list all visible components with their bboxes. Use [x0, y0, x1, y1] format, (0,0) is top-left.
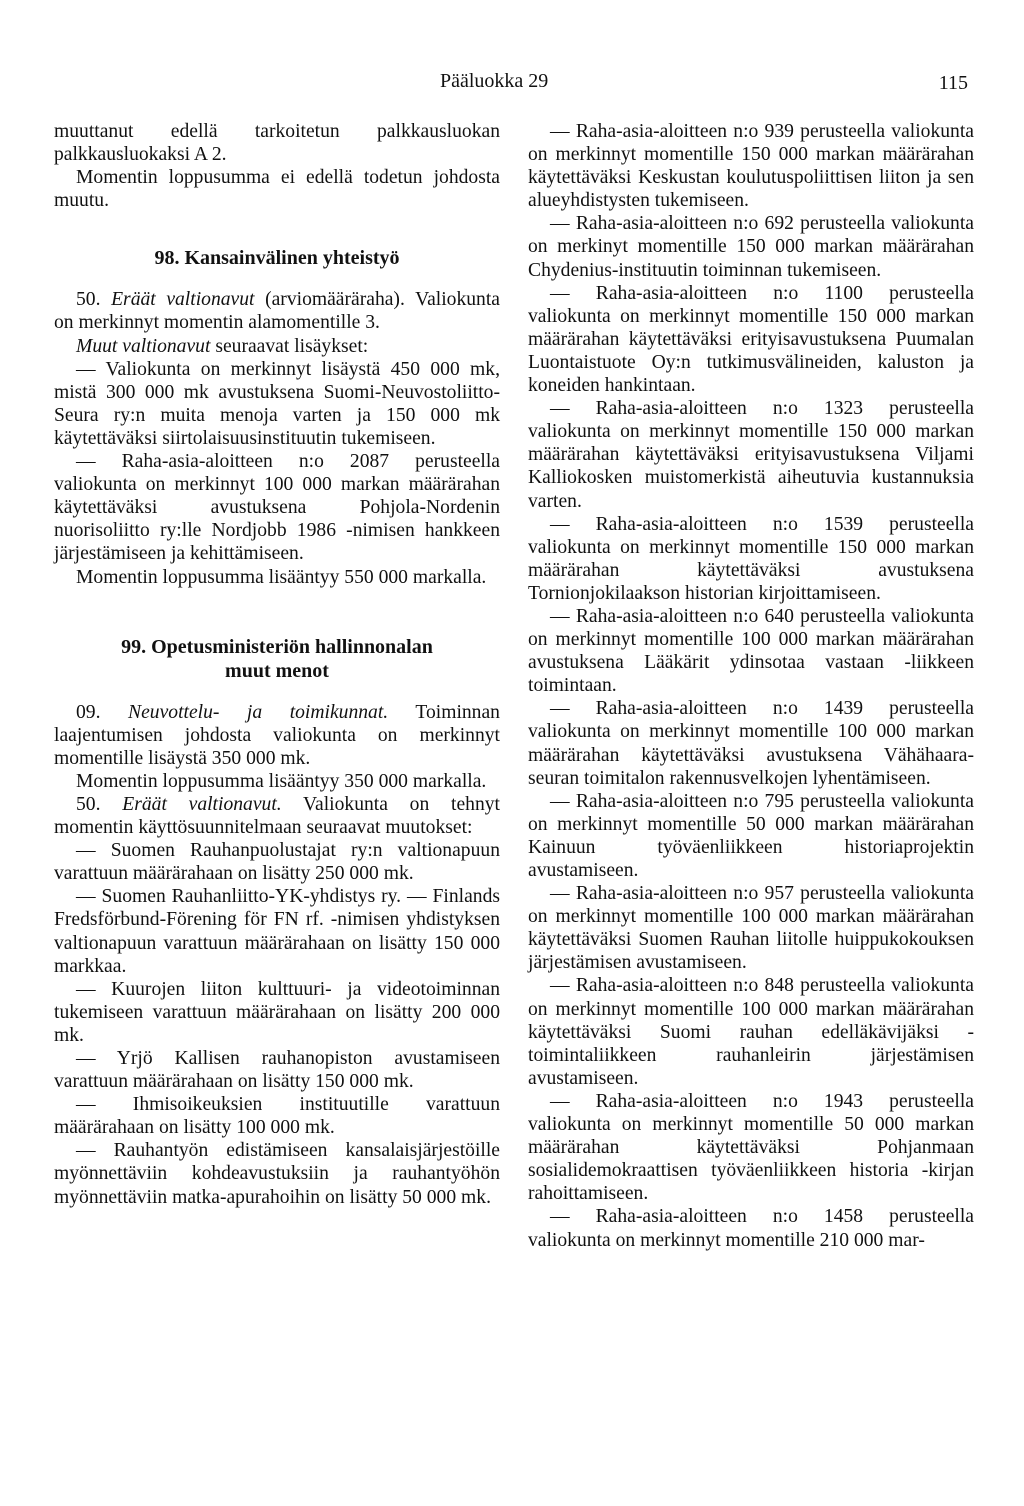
page-number: 115 — [938, 72, 968, 94]
moment-title: Neuvottelu- ja toimikunnat. — [128, 701, 389, 723]
paragraph: muuttanut edellä tarkoitetun palkkausluokan palkkausluokaksi A 2. — [54, 121, 500, 166]
list-item: — Suomen Rauhanliitto-YK-yhdistys ry. — Finlands Fredsförbund-Förening för FN rf. -nimisen yhdistyksen valtionapuun varattuun määrärahaan on lisätty 150 000 markkaa. — [54, 886, 500, 977]
section-title-line1: Opetusministeriön hallinnonalan — [151, 635, 433, 658]
list-item: — Rauhantyön edistämiseen kansalaisjärjestöille myönnettäviin kohdeavustuksiin ja rauhantyöhön myönnettäviin matka-apurahoihin on lisätty 50 000 mk. — [54, 1140, 500, 1208]
list-item: — Raha-asia-aloitteen n:o 1439 perusteella valiokunta on merkinnyt momentille 100 000 markan määrärahan käytettäväksi avustuksena Vähähaara-seuran toimitalon rakennusvelkojen lyhentämiseen. — [528, 698, 974, 789]
list-item: — Raha-asia-aloitteen n:o 939 perusteella valiokunta on merkinnyt momentille 150 000 markan määrärahan käytettäväksi Keskustan koulutuspoliittisen liiton ja sen alueyhdistysten tukemiseen. — [528, 121, 974, 212]
page-header — [0, 70, 1024, 100]
paragraph: Momentin loppusumma lisääntyy 350 000 markalla. — [76, 770, 487, 792]
sub-moment-text: seuraavat lisäykset: — [210, 335, 369, 357]
moment-number: 50. — [76, 289, 101, 311]
list-item: — Yrjö Kallisen rauhanopiston avustamiseen varattuun määrärahaan on lisätty 150 000 mk. — [54, 1048, 500, 1093]
section-title-line2: muut menot — [225, 659, 329, 682]
list-item: — Raha-asia-aloitteen n:o 1943 perusteella valiokunta on merkinnyt momentille 50 000 markan määrärahan käytettäväksi Pohjanmaan sosialidemokraattisen työväenliikkeen historia -kirjan rahoittamiseen. — [528, 1090, 974, 1205]
list-item: — Raha-asia-aloitteen n:o 640 perusteella valiokunta on merkinnyt momentille 100 000 markan määrärahan avustuksena Lääkärit ydinsotaa vastaan -liikkeen toimintaan. — [528, 605, 974, 697]
list-item: — Raha-asia-aloitteen n:o 692 perusteella valiokunta on merkinyt momentille 150 000 markan määrärahan Chydenius-instituutin toiminnan tukemiseen. — [528, 213, 974, 281]
paragraph: — Valiokunta on merkinnyt lisäystä 450 000 mk, mistä 300 000 mk avustuksena Suomi-Neuvostoliitto-Seura ry:n muita menoja varten ja 150 000 mk käytettäväksi siirtolaisuusinstituutin tukemiseen. — [54, 358, 500, 449]
section-heading-98 — [54, 246, 500, 270]
moment-number: 09. — [76, 701, 101, 723]
moment-title: Eräät valtionavut — [111, 289, 255, 311]
list-item: — Raha-asia-aloitteen n:o 1323 perusteella valiokunta on merkinnyt momentille 150 000 markan määrärahan käytettäväksi erityisavustuksena Viljami Kalliokosken muistomerkistä aiheutuvia kustannuksia varten. — [528, 398, 974, 512]
moment-text: (arviomääräraha). Valiokunta on merkinnyt momentin alamomentille 3. — [54, 289, 500, 334]
list-item: — Raha-asia-aloitteen n:o 1539 perusteella valiokunta on merkinnyt momentille 150 000 markan määrärahan käytettäväksi avustuksena Tornionjokilaakson historian kirjoittamiseen. — [528, 513, 974, 604]
list-item: — Raha-asia-aloitteen n:o 795 perusteella valiokunta on merkinnyt momentille 50 000 markan määrärahan Kainuun työväenliikkeen historiaprojektin avustamiseen. — [528, 790, 974, 881]
moment-text: Toiminnan laajentumisen johdosta valiokunta on merkinnyt momentille lisäystä 350 000 mk. — [54, 701, 500, 769]
list-item: — Suomen Rauhanpuolustajat ry:n valtionapuun varattuun määrärahaan on lisätty 250 000 mk. — [54, 840, 500, 885]
moment-title: Eräät valtionavut. — [122, 793, 282, 815]
list-item: — Ihmisoikeuksien instituutille varattuun määrärahaan on lisätty 100 000 mk. — [54, 1094, 500, 1139]
paragraph: Momentin loppusumma ei edellä todetun johdosta muutu. — [54, 167, 500, 212]
left-column — [54, 120, 500, 1209]
section-title: Kansainvälinen yhteistyö — [184, 247, 400, 270]
section-heading-99 — [54, 635, 500, 683]
paragraph — [54, 793, 500, 839]
right-column — [528, 120, 974, 1252]
moment-number: 50. — [76, 793, 101, 815]
section-number: 99. — [121, 635, 147, 658]
list-item: — Raha-asia-aloitteen n:o 1100 perusteella valiokunta on merkinnyt momentille 150 000 markan määrärahan käytettäväksi erityisavustuksena Puumalan Luontaistuote Oy:n tutkimusvälineiden, kaluston ja koneiden hankintaan. — [528, 282, 974, 397]
sub-moment-title: Muut valtionavut — [76, 335, 211, 357]
running-head: Pääluokka 29 — [440, 70, 549, 92]
paragraph: Momentin loppusumma lisääntyy 550 000 markalla. — [76, 566, 487, 588]
list-item: — Raha-asia-aloitteen n:o 1458 perusteella valiokunta on merkinnyt momentille 210 000 mar- — [528, 1206, 974, 1251]
paragraph — [54, 701, 500, 770]
moment-text: Valiokunta on tehnyt momentin käyttösuunnitelmaan seuraavat muutokset: — [54, 793, 500, 839]
paragraph — [54, 335, 500, 358]
paragraph: — Raha-asia-aloitteen n:o 2087 perusteella valiokunta on merkinnyt 100 000 markan määrärahan käytettäväksi avustuksena Pohjola-Nordenin nuorisoliitto ry:lle Nordjobb 1986 -nimisen hankkeen järjestämiseen ja kehittämiseen. — [54, 451, 500, 565]
list-item: — Raha-asia-aloitteen n:o 957 perusteella valiokunta on merkinnyt momentille 100 000 markan määrärahan käytettäväksi Suomen Rauhan liitolle huippukokouksen järjestämisen avustamiseen. — [528, 883, 974, 974]
list-item: — Kuurojen liiton kulttuuri- ja videotoiminnan tukemiseen varattuun määrärahaan on lisätty 200 000 mk. — [54, 978, 500, 1046]
paragraph — [54, 288, 500, 334]
list-item: — Raha-asia-aloitteen n:o 848 perusteella valiokunta on merkinnyt momentille 100 000 markan määrärahan käytettäväksi Suomi rauhan edelläkävijäksi -toimintaliikkeen rauhanleirin järjestämisen avustamiseen. — [528, 975, 974, 1089]
section-number: 98. — [154, 247, 180, 270]
